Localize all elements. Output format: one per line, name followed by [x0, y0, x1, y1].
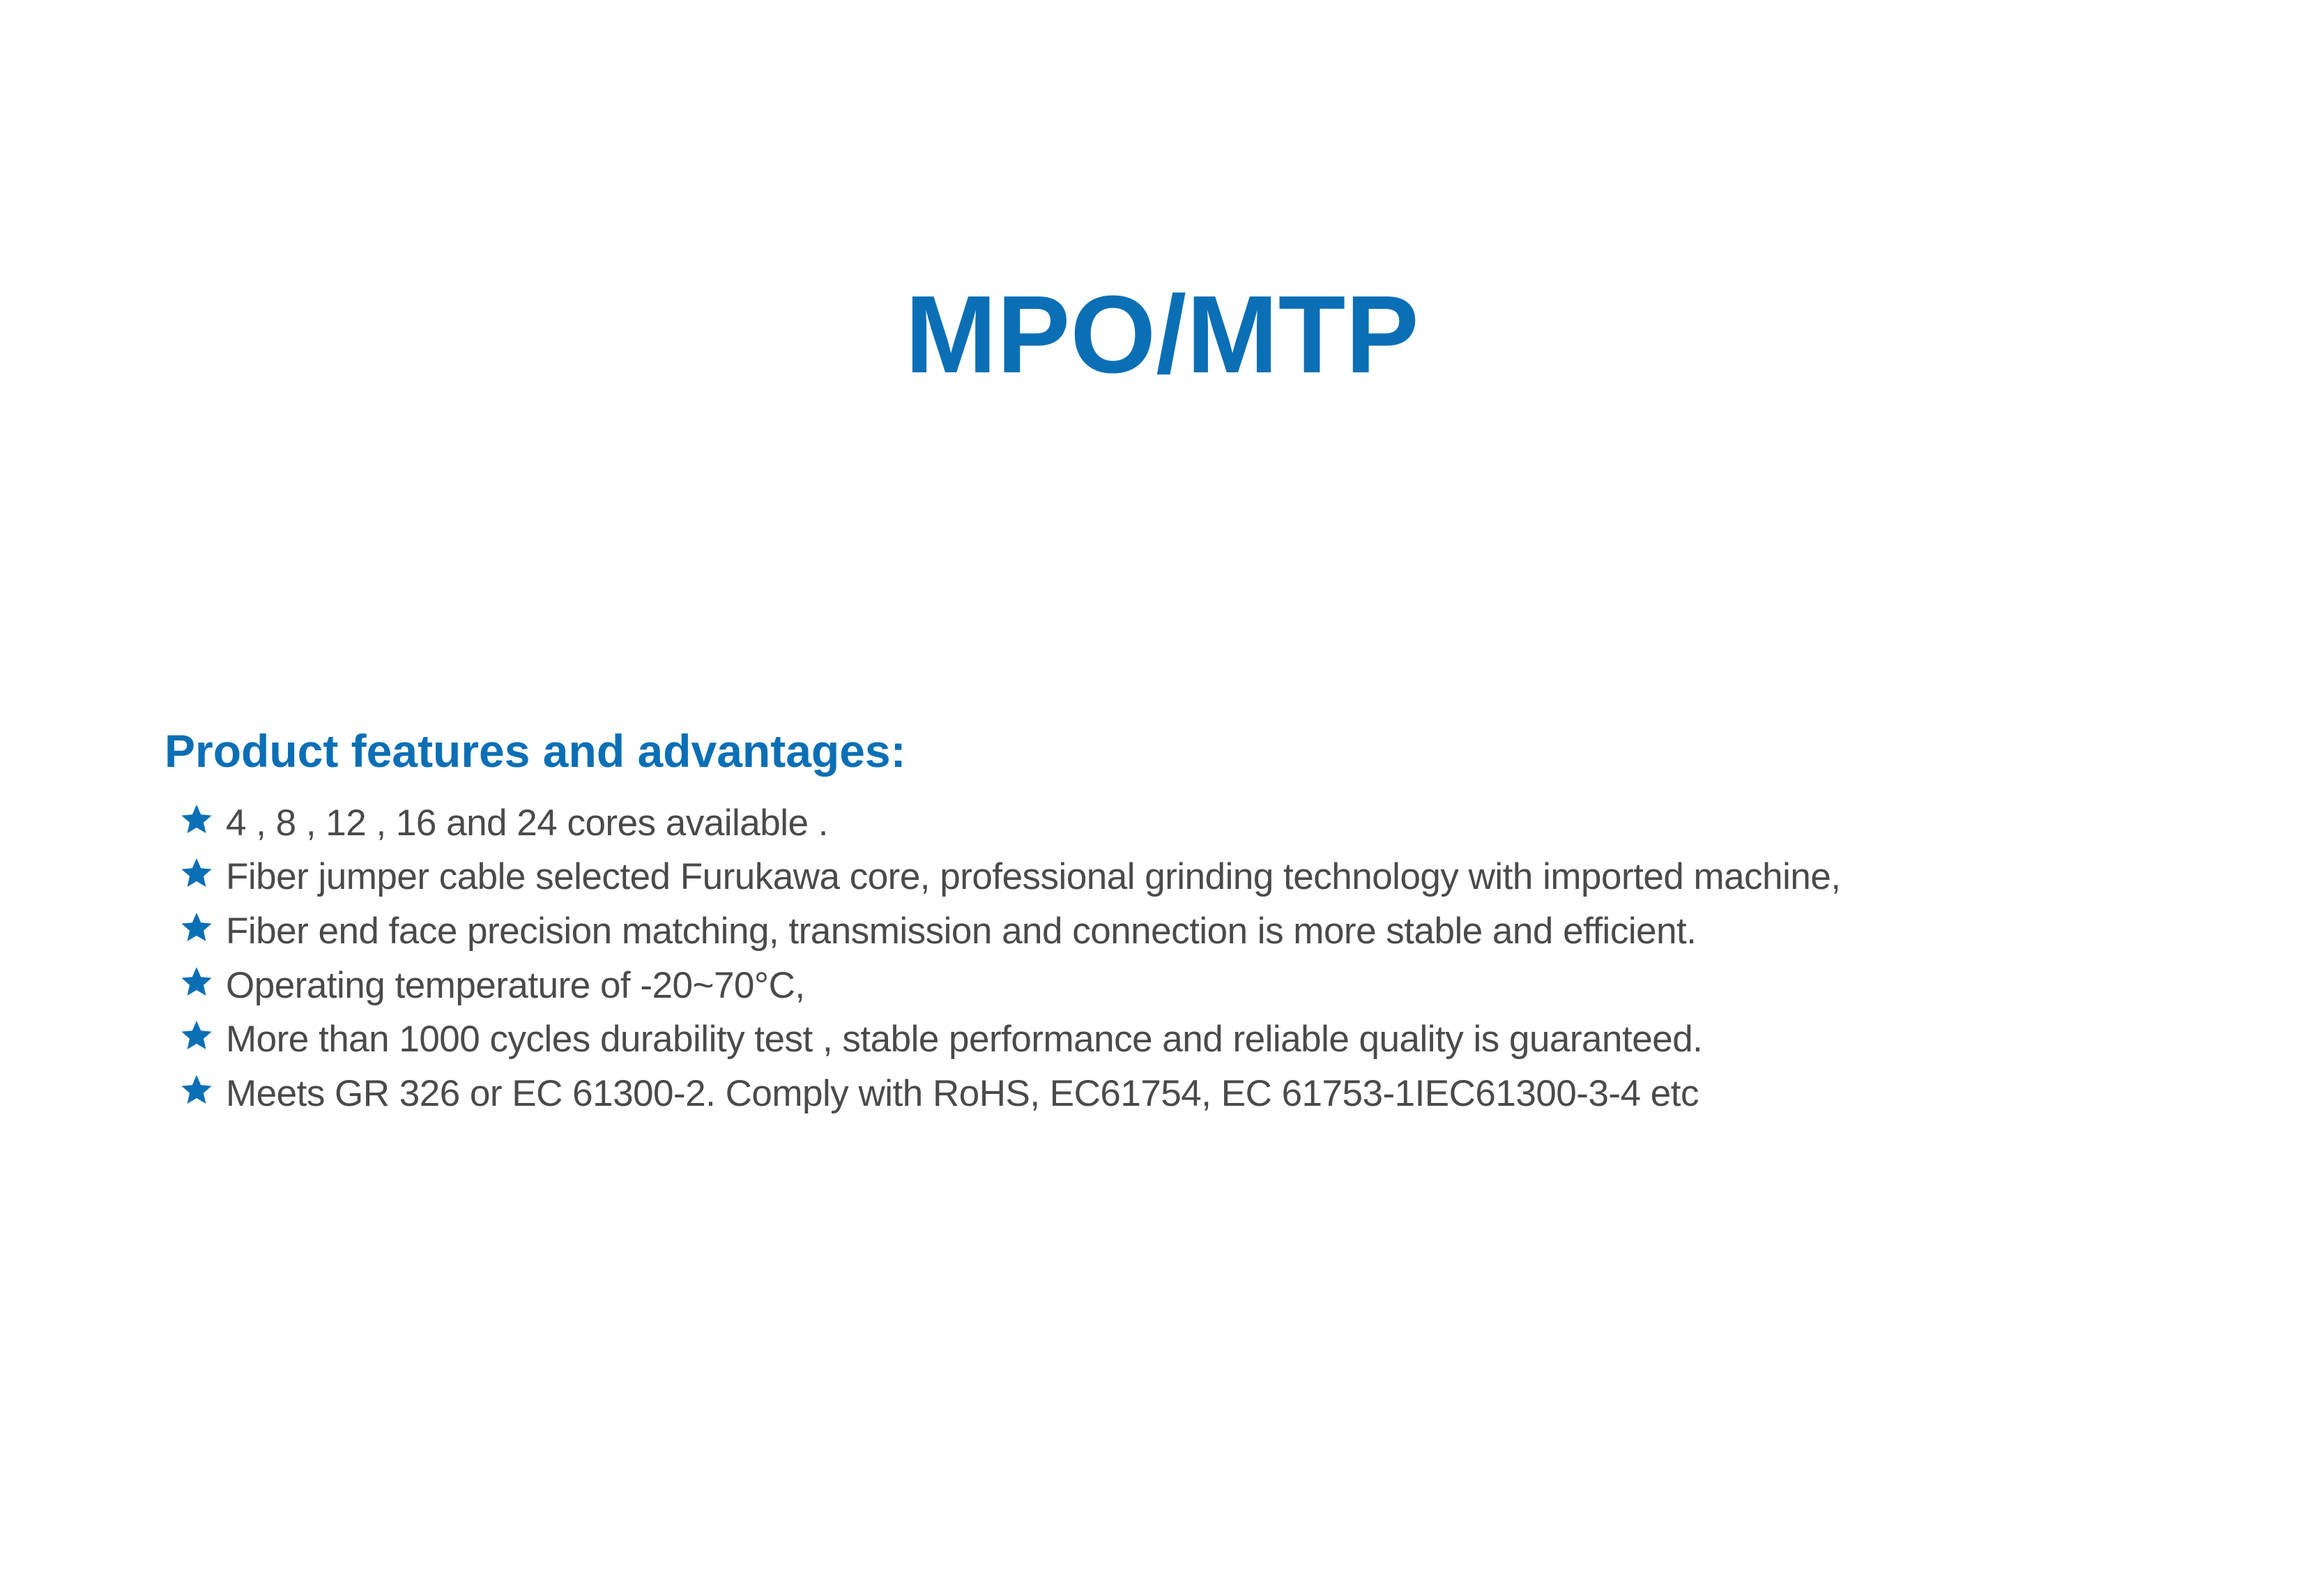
feature-text: Operating temperature of -20~70°C, [226, 964, 805, 1006]
section-heading: Product features and advantages: [165, 725, 906, 777]
page-title: MPO/MTP [905, 273, 1419, 396]
star-icon [180, 1073, 213, 1106]
feature-text: 4 , 8 , 12 , 16 and 24 cores available . [226, 802, 828, 844]
feature-text: Fiber jumper cable selected Furukawa core, professional grinding technology with imported machine, [226, 856, 1841, 898]
feature-text: Fiber end face precision matching, transmission and connection is more stable and efficient. [226, 910, 1697, 952]
star-icon [180, 856, 213, 890]
star-icon [180, 965, 213, 998]
feature-text: Meets GR 326 or EC 61300-2. Comply with RoHS, EC61754, EC 61753-1IEC61300-3-4 etc [226, 1072, 1699, 1114]
list-item [180, 1067, 1841, 1121]
star-icon [180, 911, 213, 944]
list-item [180, 796, 1841, 851]
feature-list [180, 796, 1841, 1121]
star-icon [180, 1019, 213, 1052]
list-item [180, 959, 1841, 1013]
list-item [180, 1012, 1841, 1067]
list-item [180, 851, 1841, 905]
star-icon [180, 802, 213, 836]
feature-text: More than 1000 cycles durability test , stable performance and reliable quality is guaranteed. [226, 1019, 1703, 1060]
list-item [180, 904, 1841, 959]
